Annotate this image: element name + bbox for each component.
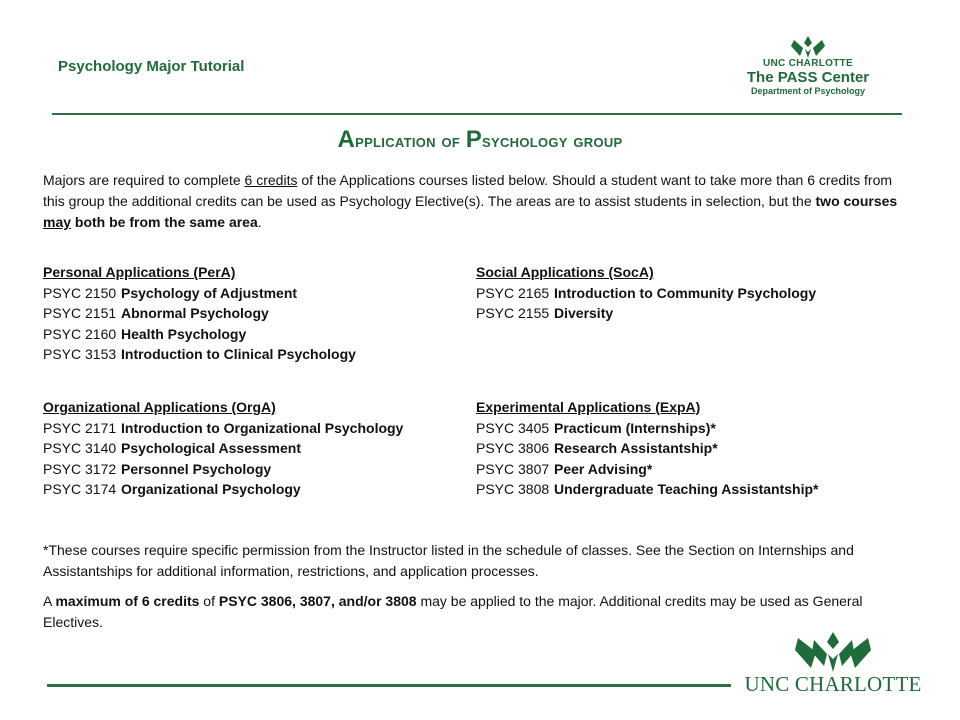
title-cap-a: A [337, 126, 356, 153]
course-row: PSYC 3153 Introduction to Clinical Psychology [43, 346, 356, 362]
intro-end: . [257, 214, 262, 230]
intro-bold-2: both be from the same area [71, 214, 258, 230]
group-heading: Personal Applications (PerA) [43, 264, 236, 280]
course-row: PSYC 3140 Psychological Assessment [43, 440, 302, 456]
course-row: PSYC 2151 Abnormal Psychology [43, 305, 269, 321]
group-heading: Organizational Applications (OrgA) [43, 399, 276, 415]
crown-leaf-icon [786, 34, 830, 60]
course-row: PSYC 2171 Introduction to Organizational Psychology [43, 419, 404, 436]
logo-wordmark: UNC CHARLOTTE [744, 672, 922, 696]
group-organizational [43, 397, 403, 500]
intro-text-2: of the Applications courses listed below. Should a student want to take more than 6 credits from this group the additional credits can be used as Psychology Elective(s). The areas are to assist students in selection, but the [43, 172, 893, 209]
title-part-1: pplication of [355, 131, 461, 152]
logo-center-name: The PASS Center [746, 69, 870, 86]
course-row: PSYC 3172 Personnel Psychology [43, 460, 272, 477]
title-cap-p: P [465, 126, 483, 153]
course-row: PSYC 2150 Psychology of Adjustment [43, 284, 298, 301]
footnote: *These courses require specific permission from the Instructor listed in the schedule of classes. See the Section on Internships and Assistantships for additional information, restrictions, and application processes. [43, 542, 854, 579]
course-row: PSYC 2165 Introduction to Community Psychology [476, 284, 817, 301]
title-part-2: sychology group [482, 131, 623, 152]
group-heading: Experimental Applications (ExpA) [476, 399, 701, 415]
course-row: PSYC 2160 Health Psychology [43, 325, 247, 342]
intro-may: may [43, 214, 72, 230]
course-row: PSYC 2155 Diversity [476, 305, 614, 321]
unc-charlotte-logo [738, 630, 928, 700]
group-experimental [476, 397, 819, 500]
page-title [0, 126, 960, 154]
logo-department: Department of Psychology [750, 86, 866, 96]
intro-text-1: Majors are required to complete [43, 172, 245, 188]
group-social [476, 262, 816, 324]
group-personal [43, 262, 356, 365]
bottom-divider [47, 684, 731, 687]
course-row: PSYC 3405 Practicum (Internships)* [476, 419, 716, 436]
max-credits-bold: maximum of 6 credits [55, 593, 200, 609]
intro-paragraph [43, 170, 903, 233]
max-credits-note: A maximum of 6 credits of PSYC 3806, 3807, and/or 3808 may be applied to the major. Additional credits may be used as General Electives. [43, 593, 863, 630]
course-row: PSYC 3808 Undergraduate Teaching Assistantship* [476, 481, 819, 497]
course-row: PSYC 3174 Organizational Psychology [43, 481, 301, 497]
course-row: PSYC 3806 Research Assistantship* [476, 440, 718, 456]
pass-center-logo [733, 34, 883, 108]
intro-bold-1: two courses [815, 193, 898, 209]
crown-leaf-icon [794, 630, 872, 674]
top-divider [52, 113, 902, 115]
group-heading: Social Applications (SocA) [476, 264, 654, 280]
course-row: PSYC 3807 Peer Advising* [476, 460, 653, 477]
intro-credits: 6 credits [244, 172, 298, 188]
max-courses-bold: PSYC 3806, 3807, and/or 3808 [218, 593, 417, 609]
logo-university: UNC CHARLOTTE [762, 58, 853, 69]
header-title: Psychology Major Tutorial [58, 58, 245, 75]
